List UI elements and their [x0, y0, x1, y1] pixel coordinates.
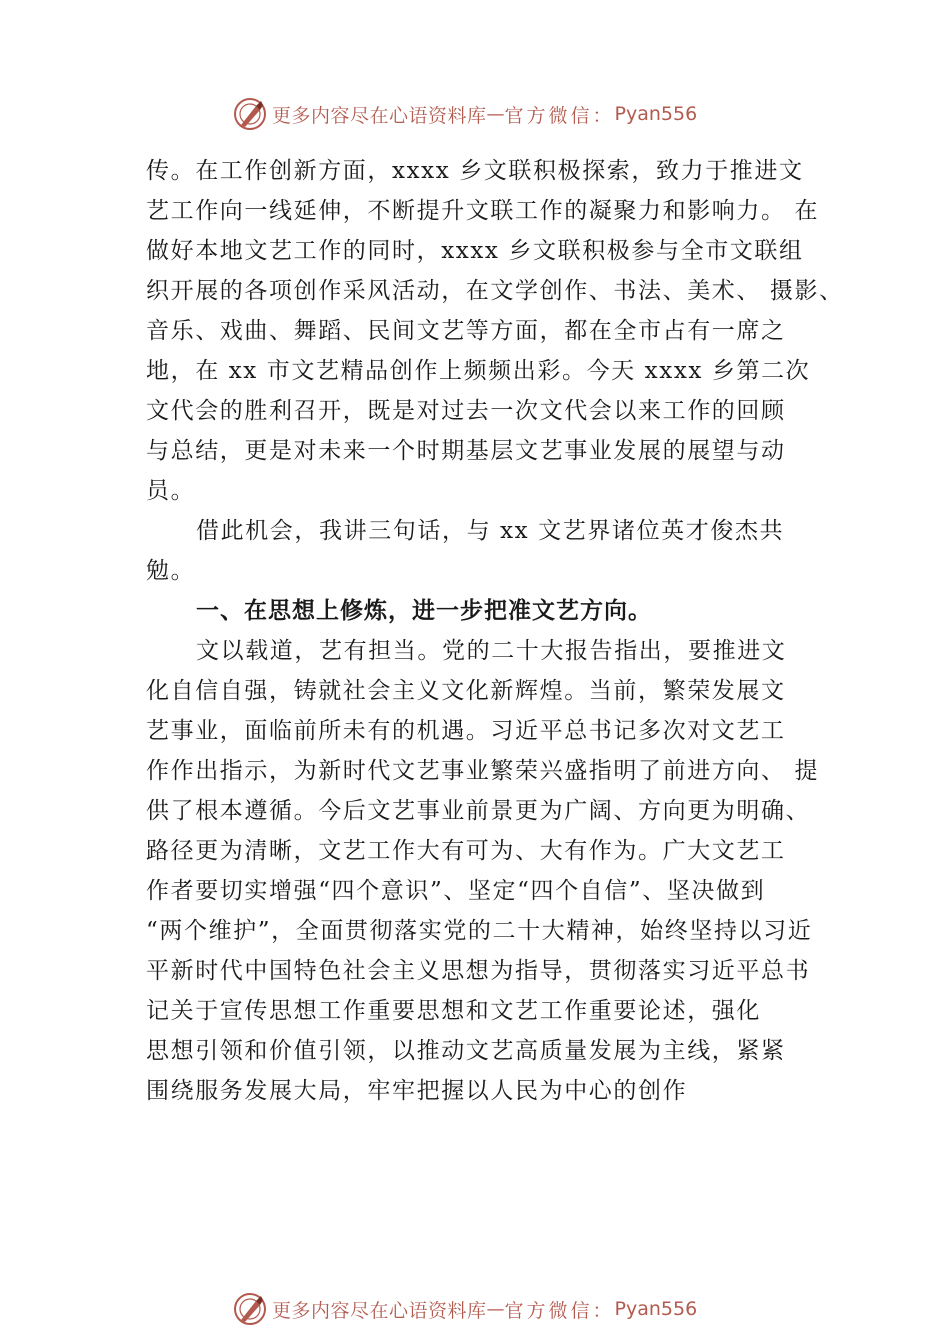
paragraph-line: 供了根本遵循。今后文艺事业前景更为广阔、方向更为明确、	[146, 798, 811, 824]
watermark-dash: —	[486, 103, 505, 125]
paragraph-line: 与总结，更是对未来一个时期基层文艺事业发展的展望与动	[146, 438, 786, 464]
watermark-title: 更多内容尽在心语资料库	[272, 1299, 487, 1322]
paragraph-line: 思想引领和价值引领，以推动文艺高质量发展为主线，紧紧	[146, 1038, 786, 1064]
watermark-title: 更多内容尽在心语资料库	[272, 104, 487, 127]
watermark-dash: —	[486, 1298, 505, 1320]
watermark-label: 官方微信：	[504, 1299, 615, 1322]
paragraph-line: 员。	[146, 478, 196, 504]
section-heading: 一、在思想上修炼，进一步把准文艺方向。	[196, 598, 652, 624]
pen-logo-icon	[232, 96, 268, 132]
header-watermark	[232, 96, 697, 132]
paragraph-line: 艺工作向一线延伸，不断提升文联工作的凝聚力和影响力。 在	[146, 198, 820, 224]
paragraph-line: 织开展的各项创作采风活动，在文学创作、书法、美术、 摄影、	[146, 278, 844, 304]
paragraph-line: 记关于宣传思想工作重要思想和文艺工作重要论述，强化	[146, 998, 761, 1024]
paragraph-line: 作作出指示，为新时代文艺事业繁荣兴盛指明了前进方向、 提	[146, 758, 820, 784]
paragraph-line: 围绕服务发展大局，牢牢把握以人民为中心的创作	[146, 1078, 688, 1104]
paragraph-line: 艺事业，面临前所未有的机遇。习近平总书记多次对文艺工	[146, 718, 786, 744]
paragraph-line: 借此机会，我讲三句话，与 xx 文艺界诸位英才俊杰共	[196, 518, 785, 544]
watermark-wechat-id: Pyan556	[614, 1298, 698, 1320]
paragraph-line: 文以载道，艺有担当。党的二十大报告指出，要推进文	[196, 638, 787, 664]
paragraph-line: 勉。	[146, 558, 196, 584]
paragraph-line: 化自信自强，铸就社会主义文化新辉煌。当前，繁荣发展文	[146, 678, 786, 704]
paragraph-line: 路径更为清晰，文艺工作大有可为、大有作为。广大文艺工	[146, 838, 786, 864]
paragraph-line: 作者要切实增强“四个意识”、坚定“四个自信”、坚决做到	[146, 878, 766, 904]
pen-logo-icon	[232, 1291, 268, 1327]
watermark-label: 官方微信：	[504, 104, 615, 127]
paragraph-line: 文代会的胜利召开，既是对过去一次文代会以来工作的回顾	[146, 398, 786, 424]
paragraph-line: 传。在工作创新方面，xxxx 乡文联积极探索，致力于推进文	[146, 158, 804, 184]
paragraph-line: “两个维护”，全面贯彻落实党的二十大精神，始终坚持以习近	[146, 918, 813, 944]
footer-watermark	[232, 1291, 697, 1327]
watermark-wechat-id: Pyan556	[614, 103, 698, 125]
document-body	[146, 151, 844, 1111]
paragraph-line: 做好本地文艺工作的同时，xxxx 乡文联积极参与全市文联组	[146, 238, 804, 264]
paragraph-line: 地，在 xx 市文艺精品创作上频频出彩。今天 xxxx 乡第二次	[146, 358, 811, 384]
paragraph-line: 平新时代中国特色社会主义思想为指导，贯彻落实习近平总书	[146, 958, 811, 984]
paragraph-line: 音乐、戏曲、舞蹈、民间文艺等方面，都在全市占有一席之	[146, 318, 786, 344]
